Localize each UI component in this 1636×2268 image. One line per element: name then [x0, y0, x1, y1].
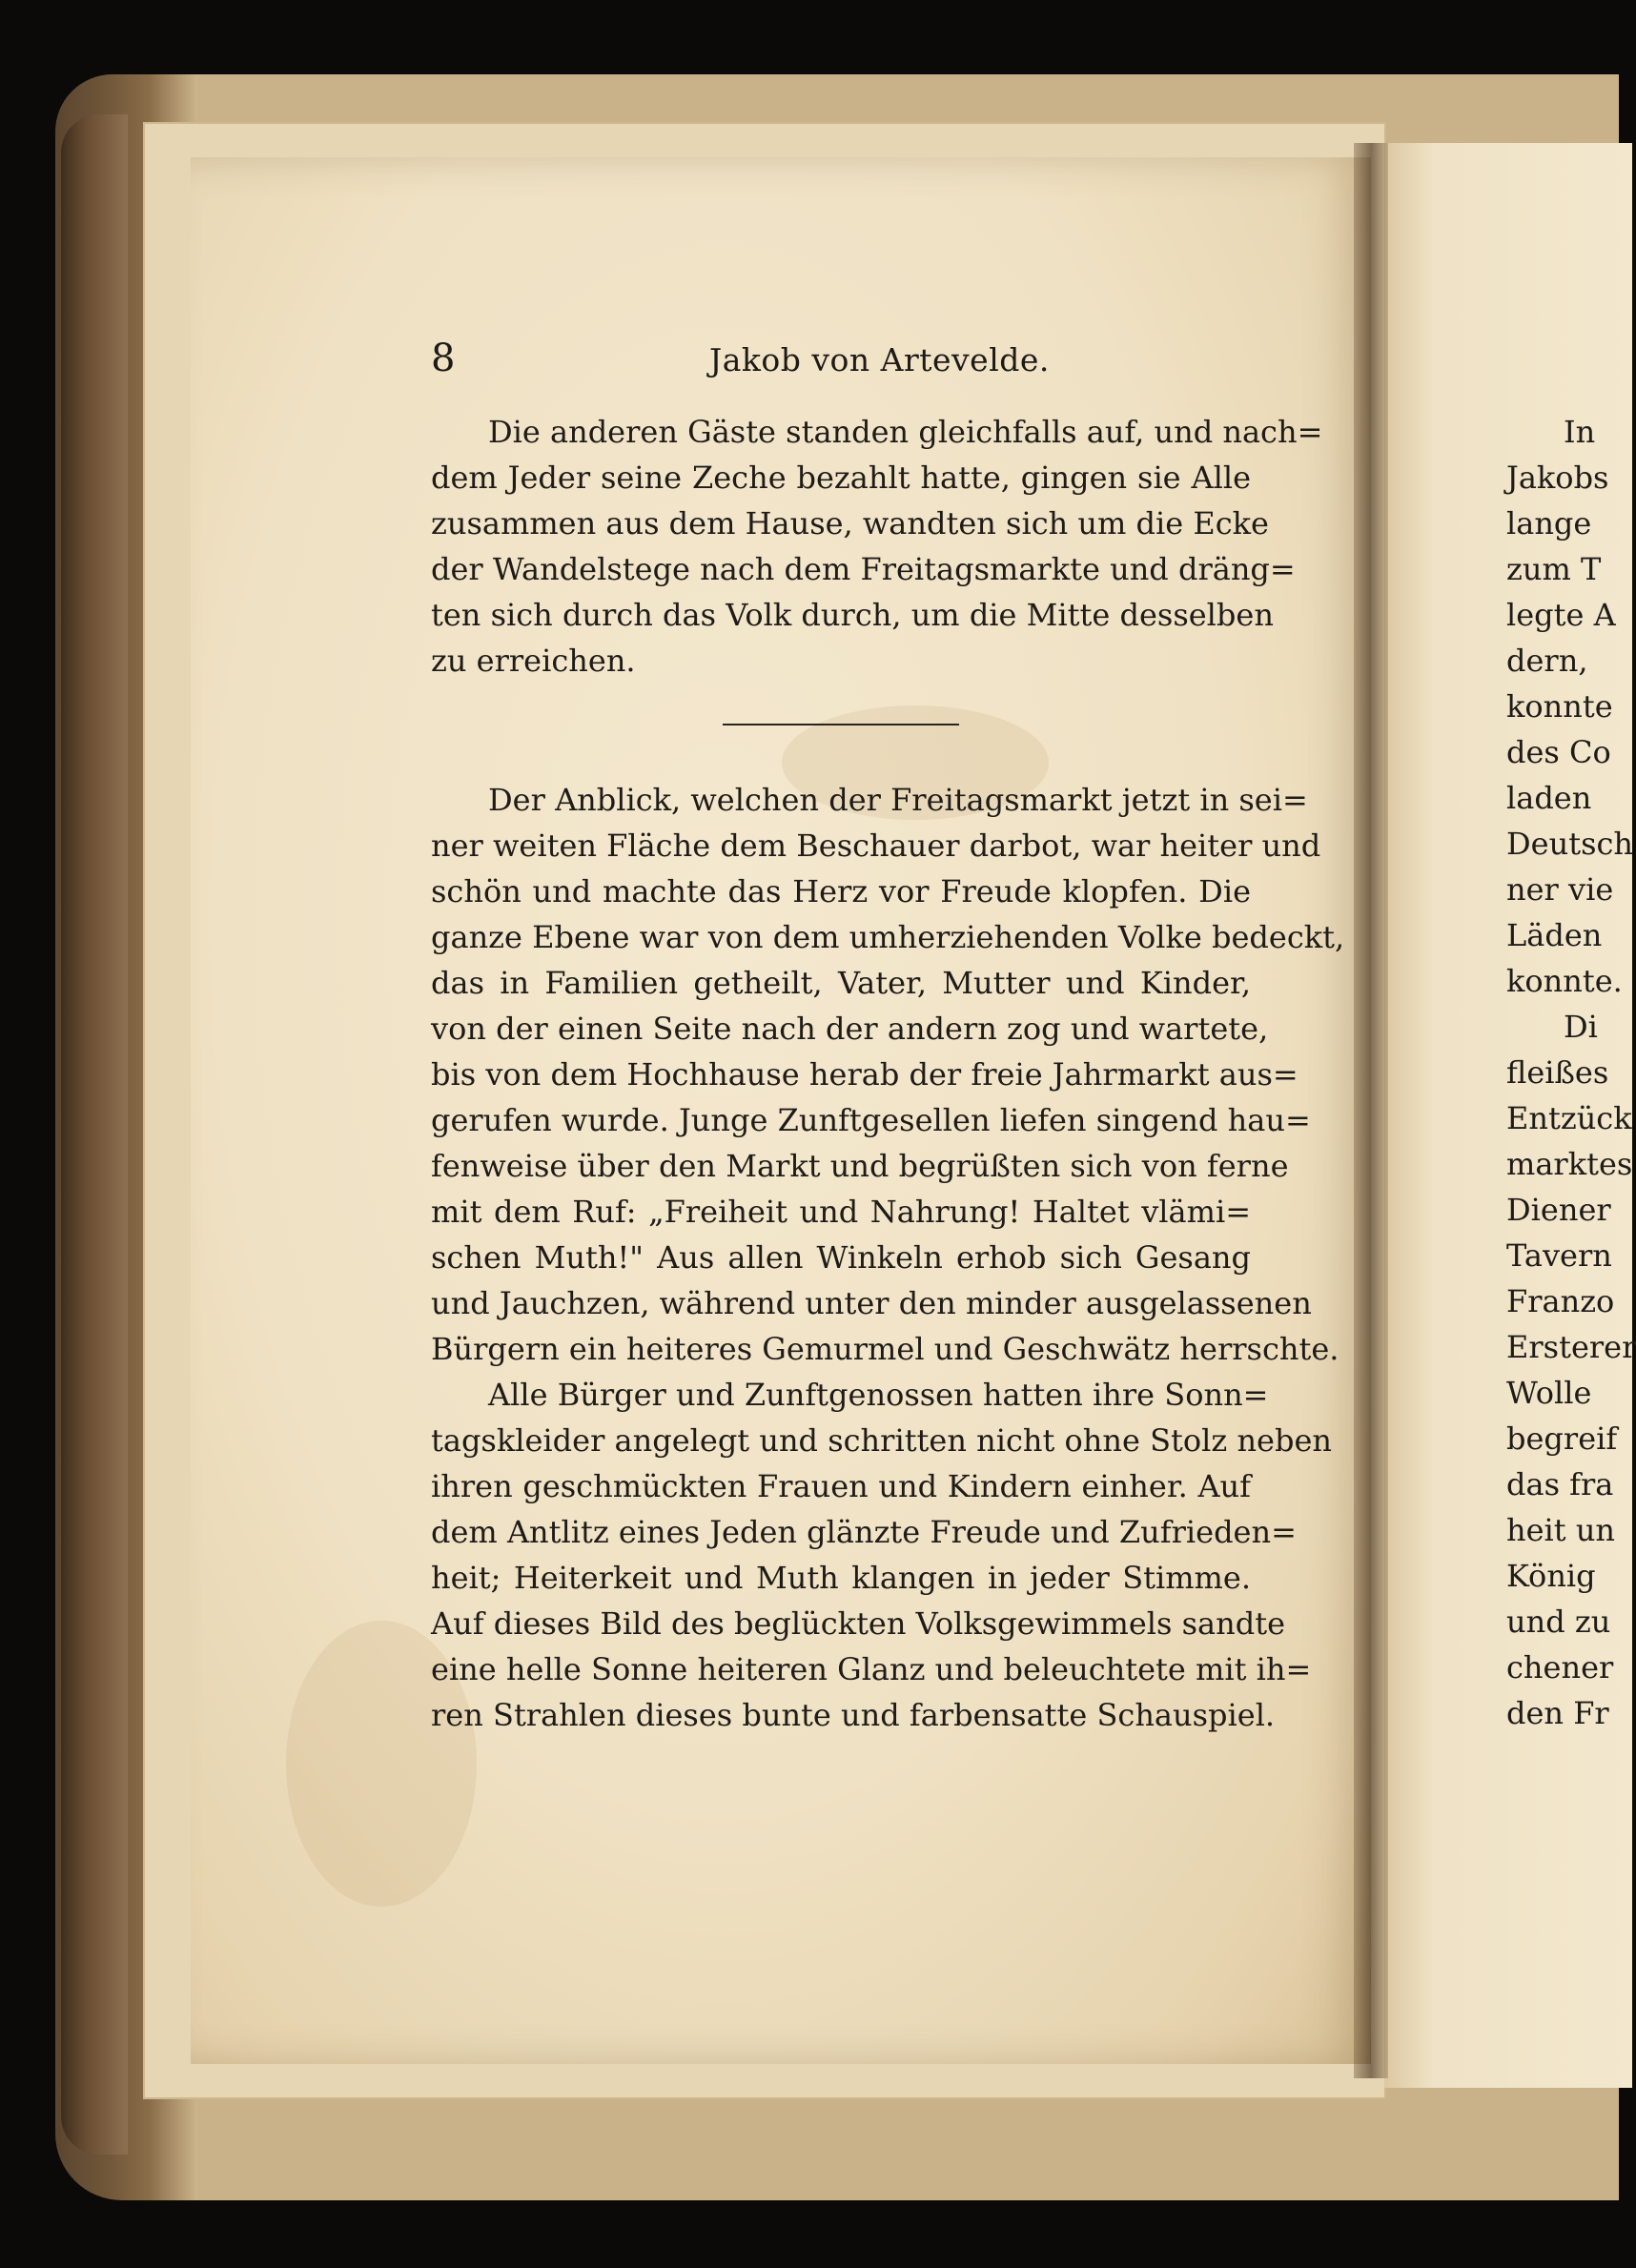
right-page-fragment: Jakobs: [1506, 460, 1609, 496]
text-line: dem Antlitz eines Jeden glänzte Freude und Zufrieden=: [431, 1514, 1297, 1550]
page-number: 8: [431, 337, 456, 380]
right-page-fragment: König: [1506, 1558, 1596, 1594]
right-page-fragment: Läden: [1506, 917, 1603, 953]
right-page-fragment: heit un: [1506, 1512, 1616, 1548]
right-page-fragment: konnte: [1506, 688, 1613, 725]
text-line: ihren geschmückten Frauen und Kindern einher. Auf: [431, 1468, 1251, 1504]
text-line: ner weiten Fläche dem Beschauer darbot, war heiter und: [431, 828, 1321, 864]
text-line: das in Familien getheilt, Vater, Mutter und Kinder,: [431, 965, 1251, 1001]
text-line: der Wandelstege nach dem Freitagsmarkte und dräng=: [431, 551, 1296, 587]
text-line: zu erreichen.: [431, 643, 636, 679]
right-page-fragment: Wolle: [1506, 1375, 1592, 1411]
right-page-fragment: legte A: [1506, 597, 1616, 633]
text-line: Alle Bürger und Zunftgenossen hatten ihre Sonn=: [488, 1377, 1269, 1413]
book-gutter: [1354, 143, 1388, 2078]
right-page-fragment: fleißes: [1506, 1054, 1609, 1091]
right-page-fragment: konnte.: [1506, 963, 1623, 999]
text-line: ren Strahlen dieses bunte und farbensatte Schauspiel.: [431, 1697, 1276, 1733]
right-page-fragment: marktes: [1506, 1146, 1633, 1182]
text-line: Bürgern ein heiteres Gemurmel und Geschwätz herrschte.: [431, 1331, 1339, 1367]
text-line: eine helle Sonne heiteren Glanz und beleuchtete mit ih=: [431, 1651, 1312, 1687]
right-page-fragment: Franzo: [1506, 1283, 1615, 1319]
right-page-fragment: Entzück: [1506, 1100, 1632, 1136]
right-page-fragment: Tavern: [1506, 1237, 1612, 1274]
right-page-fragment: den Fr: [1506, 1695, 1609, 1731]
right-page-fragment: laden: [1506, 780, 1592, 816]
right-page-fragment: In: [1564, 414, 1596, 450]
page-header: [431, 336, 1251, 381]
text-line: mit dem Ruf: „Freiheit und Nahrung! Haltet vlämi=: [431, 1194, 1251, 1230]
text-line: dem Jeder seine Zeche bezahlt hatte, gingen sie Alle: [431, 460, 1251, 496]
text-line: gerufen wurde. Junge Zunftgesellen liefen singend hau=: [431, 1102, 1311, 1138]
right-page-fragment: des Co: [1506, 734, 1611, 770]
text-line: Auf dieses Bild des beglückten Volksgewimmels sandte: [431, 1605, 1286, 1642]
text-line: Die anderen Gäste standen gleichfalls auf, und nach=: [488, 414, 1323, 450]
text-line: heit; Heiterkeit und Muth klangen in jeder Stimme.: [431, 1560, 1251, 1596]
text-line: Der Anblick, welchen der Freitagsmarkt jetzt in sei=: [488, 782, 1308, 818]
text-line: schön und machte das Herz vor Freude klopfen. Die: [431, 873, 1251, 909]
right-page-fragment: zum T: [1506, 551, 1602, 587]
right-page-fragment: Deutsch: [1506, 826, 1634, 862]
right-page-fragment: dern,: [1506, 643, 1588, 679]
text-line: ganze Ebene war von dem umherziehenden Volke bedeckt,: [431, 919, 1345, 955]
right-page-fragment: und zu: [1506, 1604, 1611, 1640]
right-page-fragment: Ersterer: [1506, 1329, 1636, 1365]
right-page-fragment: Diener: [1506, 1192, 1611, 1228]
right-page-fragment: Di: [1564, 1009, 1598, 1045]
text-line: zusammen aus dem Hause, wandten sich um die Ecke: [431, 505, 1269, 541]
text-line: fenweise über den Markt und begrüßten sich von ferne: [431, 1148, 1289, 1184]
right-page-fragment: das fra: [1506, 1466, 1614, 1502]
book-spine-edge: [61, 114, 128, 2155]
text-line: ten sich durch das Volk durch, um die Mitte desselben: [431, 597, 1274, 633]
text-line: schen Muth!" Aus allen Winkeln erhob sich Gesang: [431, 1239, 1251, 1276]
right-page-fragment: chener: [1506, 1649, 1614, 1686]
right-page-fragment: lange: [1506, 505, 1592, 541]
text-line: und Jauchzen, während unter den minder ausgelassenen: [431, 1285, 1312, 1321]
running-title: Jakob von Artevelde.: [709, 341, 1050, 378]
right-page-fragment: ner vie: [1506, 871, 1614, 908]
text-line: bis von dem Hochhause herab der freie Jahrmarkt aus=: [431, 1056, 1299, 1093]
right-page-fragment: begreif: [1506, 1420, 1618, 1457]
text-line: tagskleider angelegt und schritten nicht ohne Stolz neben: [431, 1422, 1333, 1459]
section-divider: [723, 724, 959, 725]
text-line: von der einen Seite nach der andern zog und wartete,: [431, 1011, 1269, 1047]
